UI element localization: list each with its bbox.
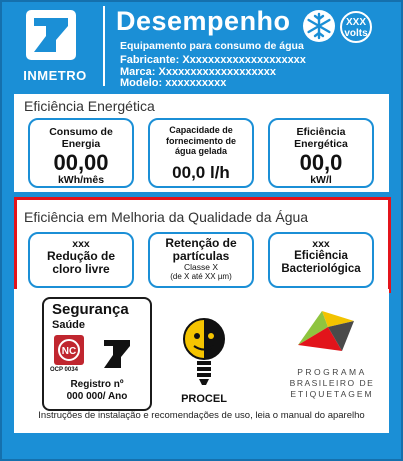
pbe-seal — [282, 305, 382, 415]
card-line1: xxx — [72, 238, 90, 250]
card-value: 00,00 — [53, 150, 109, 175]
pbe-line2: BRASILEIRO DE — [289, 378, 375, 388]
energy-card-capacity — [148, 118, 254, 188]
label-header — [2, 2, 401, 90]
inmetro-mark-icon — [26, 10, 76, 60]
certification-code: OCP 0034 — [50, 367, 78, 373]
label-subtitle: Equipamento para consumo de água — [120, 40, 304, 52]
inmetro-logo — [8, 8, 98, 84]
card-line2: Eficiência Bacteriológica — [281, 250, 361, 275]
header-divider — [103, 6, 105, 86]
safety-title: Segurança — [52, 301, 129, 318]
energy-card-efficiency — [268, 118, 374, 188]
product-fields — [120, 55, 306, 90]
card-unit: kW/l — [310, 174, 332, 186]
fabricante-field: Fabricante: Xxxxxxxxxxxxxxxxxxxx — [120, 54, 306, 66]
card-label: Consumo de Energia — [49, 126, 113, 150]
certification-badge-icon — [54, 335, 84, 365]
card-line2: Redução de cloro livre — [46, 249, 115, 276]
card-label: Eficiência Energética — [294, 126, 348, 150]
card-label: Capacidade de fornecimento de água gelada — [165, 125, 236, 156]
card-line1: Retenção de partículas — [165, 236, 237, 263]
logo-text: INMETRO — [23, 68, 87, 83]
water-panel-title: Eficiência em Melhoria da Qualidade da Água — [24, 209, 309, 225]
energy-panel-title: Eficiência Energética — [24, 98, 155, 114]
modelo-field: Modelo: xxxxxxxxxx — [120, 77, 227, 89]
energy-card-consumption — [28, 118, 134, 188]
procel-mascot-icon — [172, 315, 236, 391]
voltage-value: XXX — [345, 17, 366, 28]
card-line1: xxx — [312, 238, 330, 250]
safety-subtitle: Saúde — [52, 319, 86, 331]
card-value: 00,0 l/h — [172, 162, 230, 182]
safety-seal — [42, 297, 152, 411]
procel-seal — [172, 315, 236, 415]
label-title: Desempenho — [116, 6, 291, 36]
svg-text:NC: NC — [61, 346, 77, 357]
procel-text: PROCEL — [181, 393, 227, 405]
inmetro-seal-icon — [100, 337, 134, 371]
pbe-line3: ETIQUETAGEM — [290, 389, 374, 399]
card-value: 00,0 — [299, 150, 343, 175]
water-quality-highlight — [14, 197, 391, 293]
voltage-unit: volts — [344, 28, 368, 39]
registro-label: Registro nº — [70, 379, 124, 390]
voltage-badge — [340, 11, 372, 43]
energy-panel — [14, 94, 389, 192]
card-unit: kWh/mês — [57, 174, 105, 186]
snowflake-icon — [302, 9, 336, 43]
pbe-line1: PROGRAMA — [297, 367, 367, 377]
footer-note: Instruções de instalação e recomendações de uso, leia o manual do aparelho — [38, 410, 365, 421]
pbe-logo-icon — [292, 305, 362, 361]
card-line2: Classe X — [183, 262, 218, 272]
card-line3: (de X até XX µm) — [170, 272, 232, 281]
registro-value: 000 000/ Ano — [66, 391, 128, 402]
marca-field: Marca: Xxxxxxxxxxxxxxxxxxx — [120, 65, 276, 78]
